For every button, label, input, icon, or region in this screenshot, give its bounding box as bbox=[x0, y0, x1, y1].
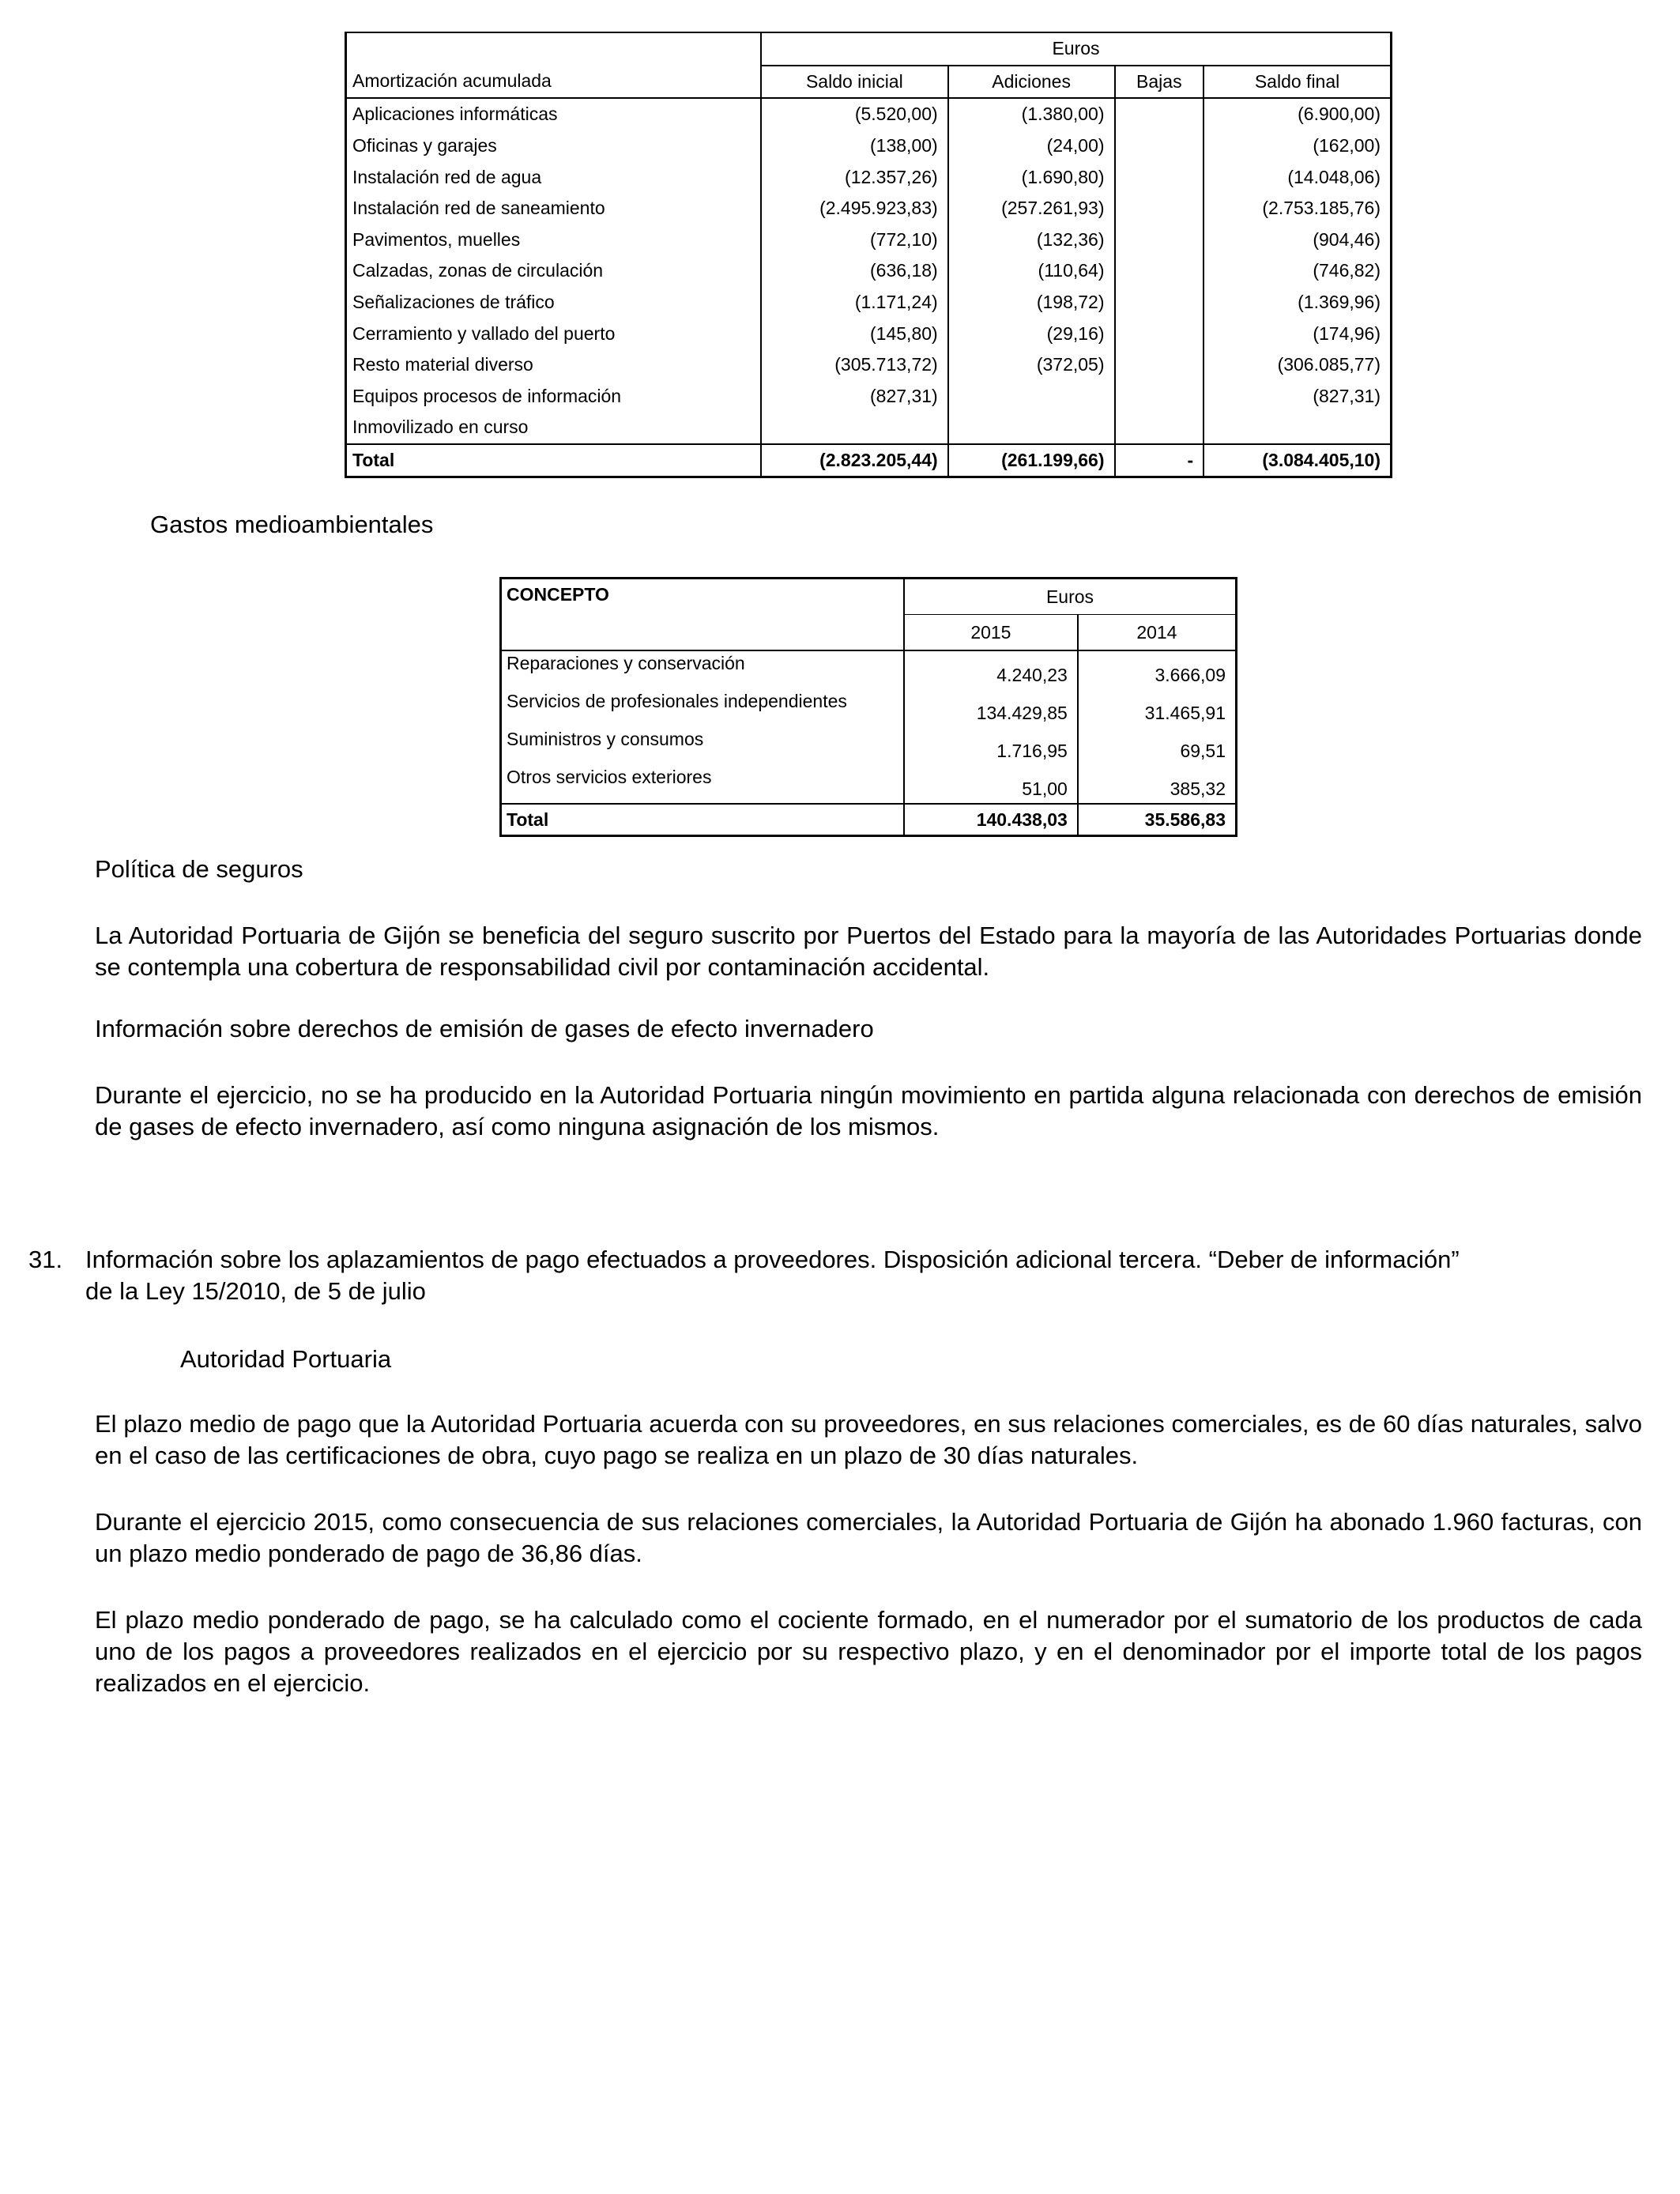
gastos-concept-header: CONCEPTO bbox=[501, 579, 905, 651]
emisiones-paragraph: Durante el ejercicio, no se ha producido en la Autoridad Portuaria ningún movimiento en partida alguna relacionada con derechos de emisión de gases de efecto invernadero, así como ninguna asignación de los mismos. bbox=[95, 1081, 1642, 1140]
amort-total-row bbox=[346, 444, 1392, 477]
amort-row-cell: (138,00) bbox=[761, 130, 948, 162]
amort-row-cell: (372,05) bbox=[948, 349, 1115, 381]
gastos-table-row bbox=[501, 650, 1237, 689]
section-31-paragraph-1: El plazo medio de pago que la Autoridad Portuaria acuerda con su proveedores, en sus relaciones comerciales, es de 60 días naturales, salvo en el caso de las certificaciones de obra, cuyo pago se realiza en un plazo de 30 días naturales. bbox=[95, 1410, 1642, 1469]
amort-col-header: Bajas bbox=[1115, 66, 1204, 99]
amort-row-cell bbox=[1115, 287, 1204, 319]
gastos-total-row bbox=[501, 804, 1237, 836]
amort-row-cell: (174,96) bbox=[1203, 318, 1391, 349]
gastos-row-cell: 69,51 bbox=[1078, 727, 1237, 765]
amort-row-cell: (162,00) bbox=[1203, 130, 1391, 162]
amort-row-cell: (12.357,26) bbox=[761, 161, 948, 193]
amort-row-cell bbox=[761, 412, 948, 444]
amort-row-cell: (1.380,00) bbox=[948, 98, 1115, 130]
amort-row-cell: (827,31) bbox=[761, 381, 948, 413]
gastos-total-cell: 35.586,83 bbox=[1078, 804, 1237, 836]
amort-row-cell: (305.713,72) bbox=[761, 349, 948, 381]
gastos-row-cell: 134.429,85 bbox=[904, 689, 1078, 727]
amort-row-cell bbox=[1115, 130, 1204, 162]
section-31-paragraph-3: El plazo medio ponderado de pago, se ha calculado como el cociente formado, en el numerador por el sumatorio de los productos de cada uno de los pagos a proveedores realizados en el ejercicio por su respectivo plazo, y en el denominador por el importe total de los pagos realizados en el ejercicio. bbox=[95, 1606, 1642, 1697]
gastos-row-label: Suministros y consumos bbox=[507, 729, 704, 749]
amort-row-cell bbox=[1115, 98, 1204, 130]
amort-row-cell: (6.900,00) bbox=[1203, 98, 1391, 130]
seguros-paragraph: La Autoridad Portuaria de Gijón se beneficia del seguro suscrito por Puertos del Estado para la mayoría de las Autoridades Portuarias donde se contempla una cobertura de responsabilidad civil por contaminación accidental. bbox=[95, 922, 1642, 981]
gastos-table-row bbox=[501, 689, 1237, 727]
amort-row-cell: (772,10) bbox=[761, 224, 948, 256]
gastos-row-label: Otros servicios exteriores bbox=[507, 767, 712, 787]
amort-row-cell bbox=[1115, 224, 1204, 256]
amort-group-header: Euros bbox=[761, 32, 1392, 66]
amort-row-label: Inmovilizado en curso bbox=[346, 412, 762, 444]
amort-table-row bbox=[346, 318, 1392, 349]
amort-row-cell bbox=[1115, 255, 1204, 287]
gastos-year-header: 2015 bbox=[904, 615, 1078, 651]
section-31-title-line1: Información sobre los aplazamientos de pago efectuados a proveedores. Disposición adicional tercera. “Deber de información” bbox=[85, 1246, 1460, 1273]
amort-total-cell: - bbox=[1115, 444, 1204, 477]
amort-row-cell bbox=[1115, 318, 1204, 349]
section-31-paragraph-2: Durante el ejercicio 2015, como consecuencia de sus relaciones comerciales, la Autoridad Portuaria de Gijón ha abonado 1.960 facturas, con un plazo medio ponderado de pago de 36,86 días. bbox=[95, 1508, 1642, 1567]
amort-row-cell: (257.261,93) bbox=[948, 193, 1115, 224]
amort-table-row bbox=[346, 287, 1392, 319]
gastos-row-cell: 4.240,23 bbox=[904, 650, 1078, 689]
amort-table-row bbox=[346, 381, 1392, 413]
amort-row-cell: (1.690,80) bbox=[948, 161, 1115, 193]
amort-total-cell: (261.199,66) bbox=[948, 444, 1115, 477]
emisiones-heading: Información sobre derechos de emisión de gases de efecto invernadero bbox=[95, 1015, 874, 1042]
amort-row-label: Instalación red de saneamiento bbox=[346, 193, 762, 224]
amort-row-cell: (24,00) bbox=[948, 130, 1115, 162]
amort-row-cell bbox=[1115, 193, 1204, 224]
amort-row-cell bbox=[948, 412, 1115, 444]
amort-table-row bbox=[346, 255, 1392, 287]
gastos-row-cell: 3.666,09 bbox=[1078, 650, 1237, 689]
gastos-row-cell: 1.716,95 bbox=[904, 727, 1078, 765]
amort-row-cell: (14.048,06) bbox=[1203, 161, 1391, 193]
amort-col-header: Saldo final bbox=[1203, 66, 1391, 99]
amort-col-header: Saldo inicial bbox=[761, 66, 948, 99]
amort-row-cell: (1.171,24) bbox=[761, 287, 948, 319]
amort-row-label: Aplicaciones informáticas bbox=[346, 98, 762, 130]
amort-row-cell: (1.369,96) bbox=[1203, 287, 1391, 319]
amort-row-label: Oficinas y garajes bbox=[346, 130, 762, 162]
amort-table-row bbox=[346, 130, 1392, 162]
amort-total-cell: (2.823.205,44) bbox=[761, 444, 948, 477]
section-31-number: 31. bbox=[28, 1246, 63, 1273]
amort-row-cell: (198,72) bbox=[948, 287, 1115, 319]
amort-row-cell bbox=[1203, 412, 1391, 444]
amort-row-label: Instalación red de agua bbox=[346, 161, 762, 193]
amort-row-cell: (132,36) bbox=[948, 224, 1115, 256]
gastos-total-cell: 140.438,03 bbox=[904, 804, 1078, 836]
gastos-heading: Gastos medioambientales bbox=[150, 511, 434, 538]
gastos-row-cell: 385,32 bbox=[1078, 765, 1237, 804]
amort-row-label: Equipos procesos de información bbox=[346, 381, 762, 413]
amort-table-row bbox=[346, 161, 1392, 193]
amort-row-cell: (29,16) bbox=[948, 318, 1115, 349]
gastos-row-cell: 31.465,91 bbox=[1078, 689, 1237, 727]
amort-row-cell: (2.753.185,76) bbox=[1203, 193, 1391, 224]
amort-row-cell bbox=[948, 381, 1115, 413]
amort-col-header: Adiciones bbox=[948, 66, 1115, 99]
gastos-row-label: Servicios de profesionales independientes bbox=[507, 691, 847, 711]
amort-row-cell: (145,80) bbox=[761, 318, 948, 349]
amort-row-label: Cerramiento y vallado del puerto bbox=[346, 318, 762, 349]
amort-table-row bbox=[346, 193, 1392, 224]
gastos-row-label: Reparaciones y conservación bbox=[507, 653, 745, 673]
amort-col-label: Amortización acumulada bbox=[346, 66, 762, 99]
seguros-heading: Política de seguros bbox=[95, 855, 303, 883]
amort-row-label: Calzadas, zonas de circulación bbox=[346, 255, 762, 287]
amort-row-label: Resto material diverso bbox=[346, 349, 762, 381]
amort-row-cell: (746,82) bbox=[1203, 255, 1391, 287]
amort-row-cell bbox=[1115, 161, 1204, 193]
amort-row-label: Señalizaciones de tráfico bbox=[346, 287, 762, 319]
amort-row-cell: (2.495.923,83) bbox=[761, 193, 948, 224]
amort-row-cell bbox=[1115, 381, 1204, 413]
amort-total-label: Total bbox=[346, 444, 762, 477]
gastos-table-row bbox=[501, 727, 1237, 765]
amort-total-cell: (3.084.405,10) bbox=[1203, 444, 1391, 477]
amort-row-cell bbox=[1115, 349, 1204, 381]
gastos-table-row bbox=[501, 765, 1237, 804]
amort-header-spacer bbox=[346, 32, 762, 66]
amort-row-cell: (110,64) bbox=[948, 255, 1115, 287]
section-31-subheading: Autoridad Portuaria bbox=[180, 1345, 392, 1373]
amort-row-cell: (827,31) bbox=[1203, 381, 1391, 413]
gastos-group-header: Euros bbox=[904, 579, 1237, 615]
amort-row-cell: (904,46) bbox=[1203, 224, 1391, 256]
gastos-table bbox=[499, 577, 1237, 837]
amort-table-row bbox=[346, 224, 1392, 256]
amort-row-label: Pavimentos, muelles bbox=[346, 224, 762, 256]
amort-table-row bbox=[346, 349, 1392, 381]
section-31-title-line2: de la Ley 15/2010, de 5 de julio bbox=[85, 1277, 426, 1305]
amort-row-cell: (5.520,00) bbox=[761, 98, 948, 130]
amortization-table bbox=[345, 32, 1392, 478]
gastos-total-label: Total bbox=[501, 804, 905, 836]
amort-table-row bbox=[346, 412, 1392, 444]
amort-table-row bbox=[346, 98, 1392, 130]
gastos-year-header: 2014 bbox=[1078, 615, 1237, 651]
gastos-row-cell: 51,00 bbox=[904, 765, 1078, 804]
amort-row-cell: (636,18) bbox=[761, 255, 948, 287]
amort-row-cell bbox=[1115, 412, 1204, 444]
amort-row-cell: (306.085,77) bbox=[1203, 349, 1391, 381]
